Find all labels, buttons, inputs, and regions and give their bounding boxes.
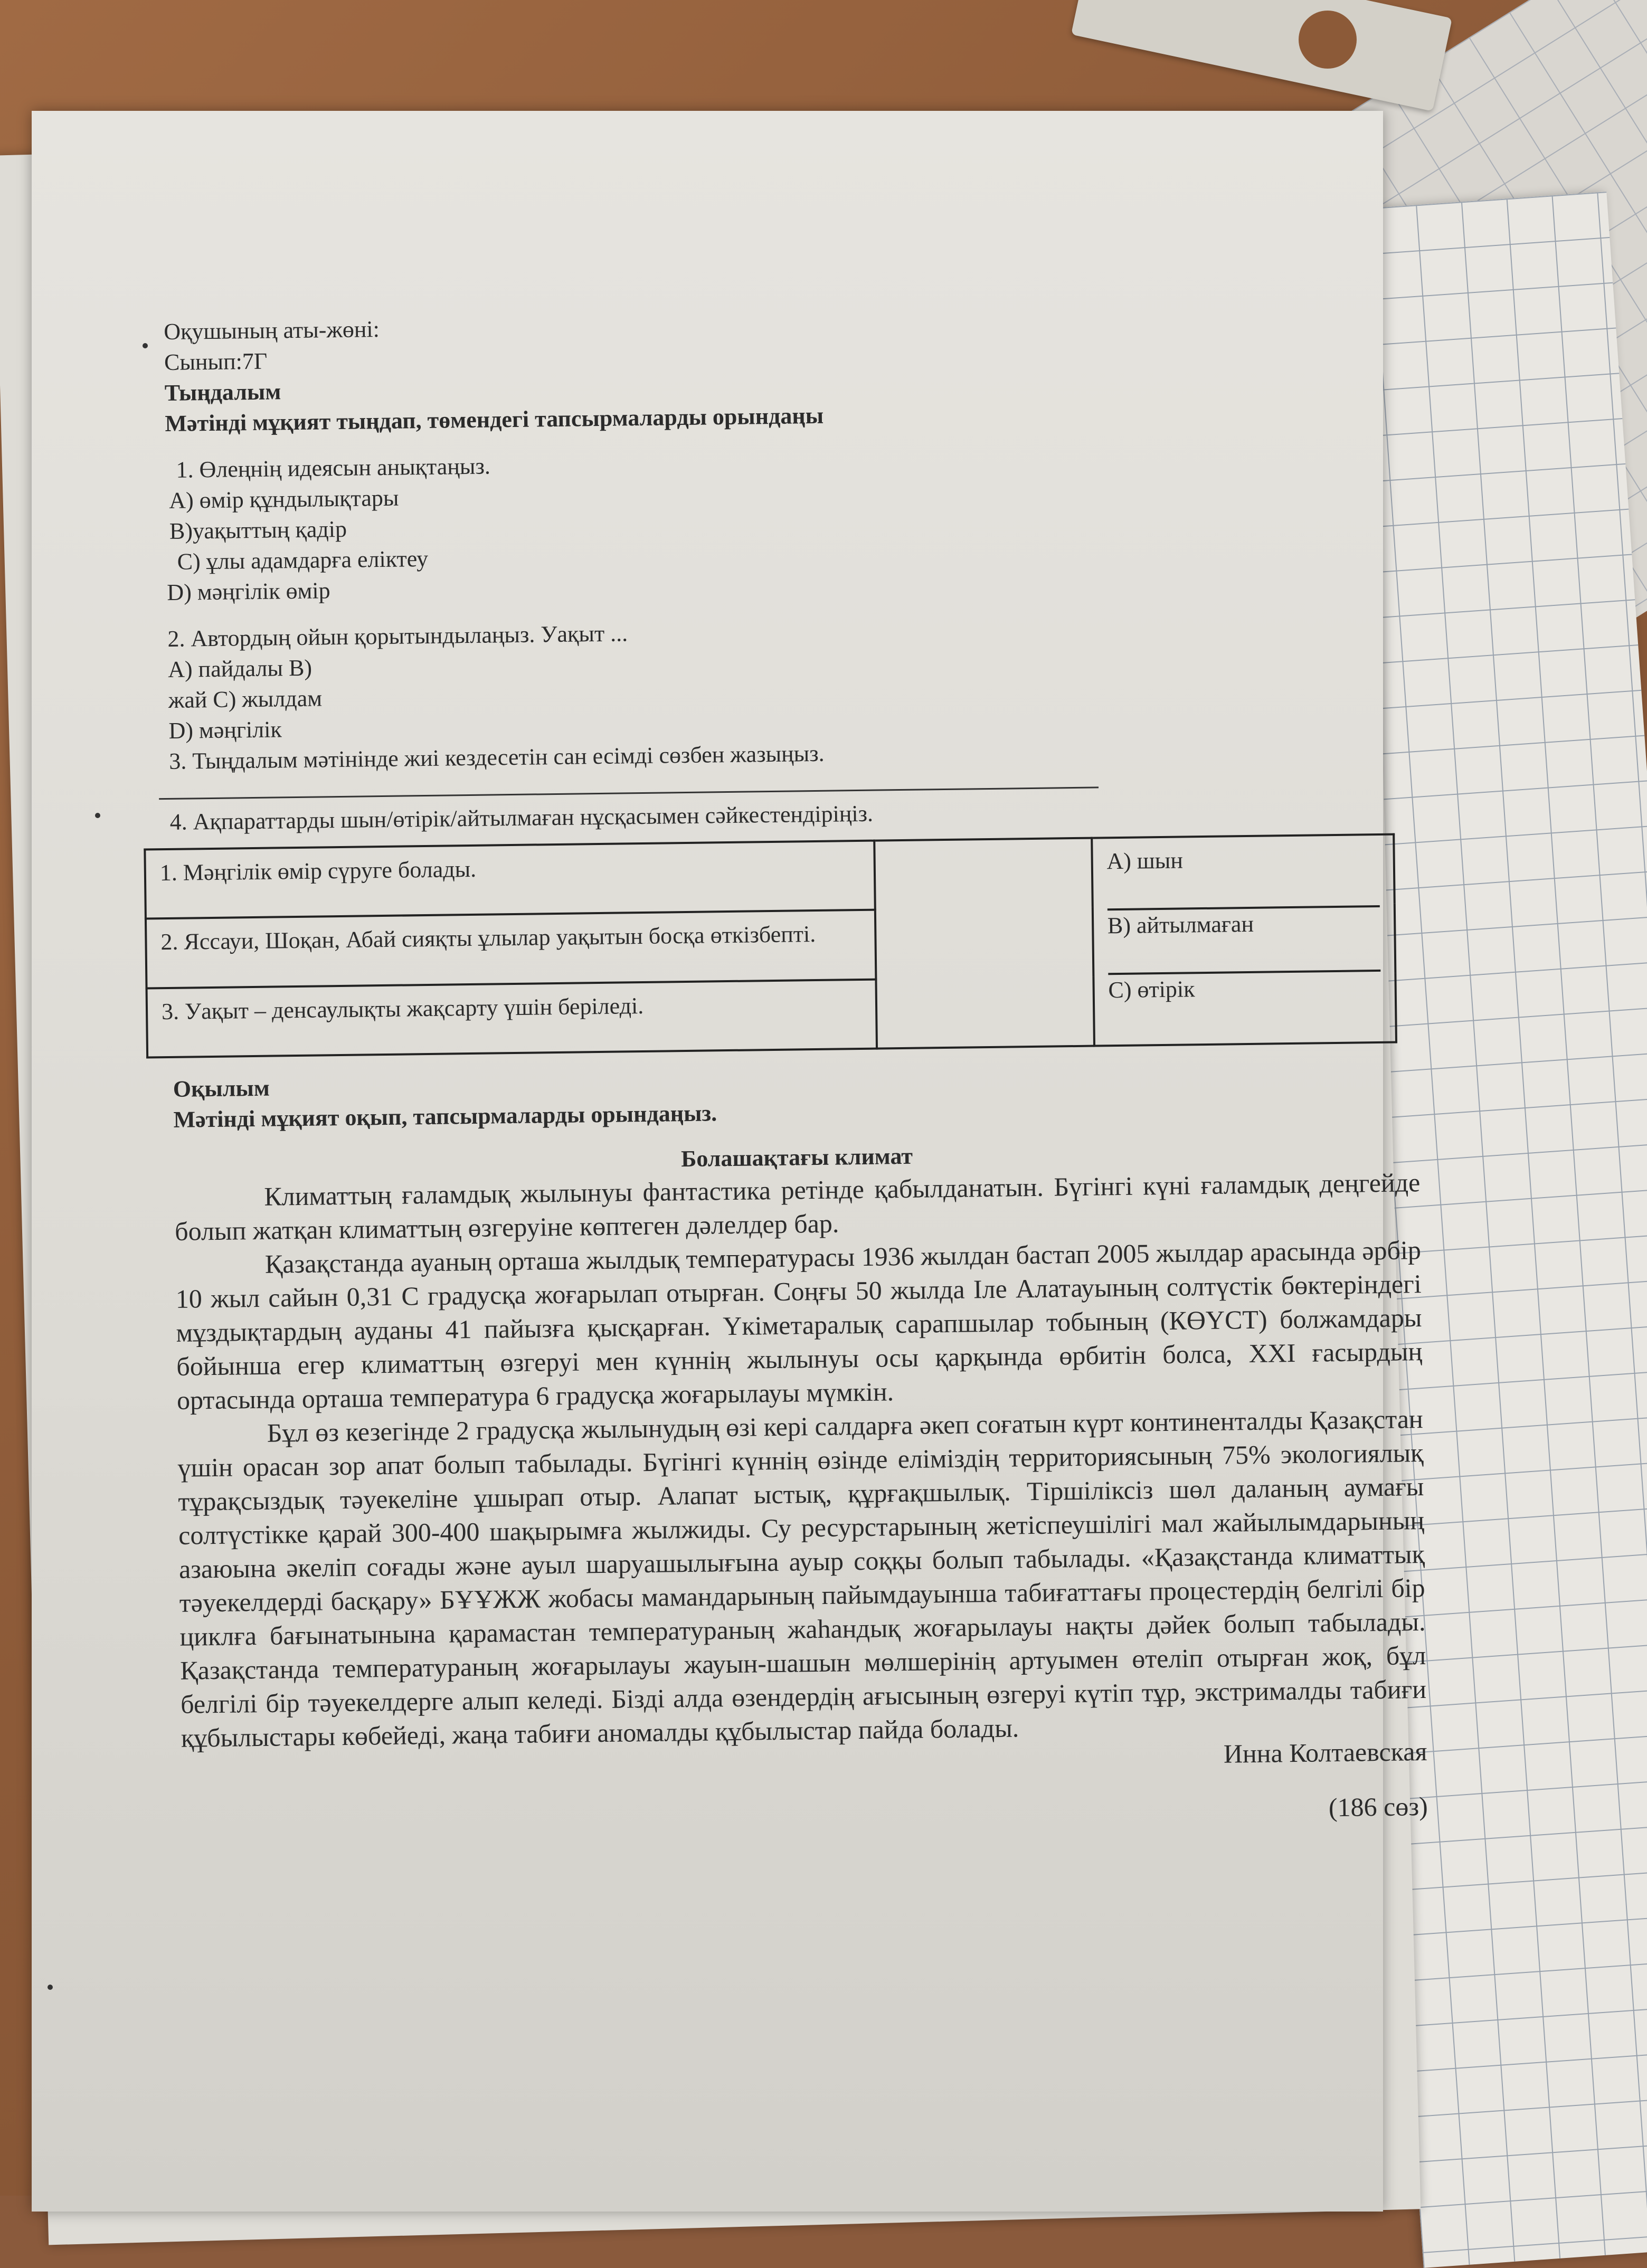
reading-paragraph-2: Қазақстанда ауаның орташа жылдық температурасы 1936 жылдан бастап 2005 жылдар арасында әрбір 10 жыл сайын 0,31 С градусқа жоғарылап отырған. Соңғы 50 жылда Іле Алатауының солтүстік бөктеріндегі мұздықтардың ауданы 41 пайызға қысқарған. Үкіметаралық сарапшылар тобының (КӨҮСТ) болжамдары бойынша егер климаттың өзгеруі мен күннің жылынуы осы қарқында өрбитін болса, XXI ғасырдың ортасында орташа температура 6 градусқа жоғарылауы мүмкін.: [175, 1235, 1423, 1415]
statement-1: 1. Мәңгілік өмір сүруге болады.: [145, 841, 875, 919]
matching-answer-cell[interactable]: [874, 838, 1094, 1049]
punch-mark: [143, 343, 148, 348]
q3-question: 3. Тыңдалым мәтінінде жиі кездесетін сан есімді сөзбен жазыңыз.: [168, 740, 825, 774]
ruler-hole: [1299, 11, 1357, 69]
answer-false: С) өтірік: [1108, 976, 1195, 1003]
q2-question: 2. Автордың ойын қорытындылаңыз. Уақыт ...: [167, 620, 628, 652]
answer-true: А) шын: [1106, 843, 1380, 910]
punch-mark: [95, 813, 100, 818]
punch-mark: [48, 1985, 53, 1990]
answer-options: [1092, 834, 1396, 1046]
q2-option-ab: А) пайдалы В): [167, 654, 313, 682]
reading-paragraph-3: Бұл өз кезегінде 2 градусқа жылынудың өзі кері салдарға әкеп соғатын күрт континенталды Қазақстан үшін орасан зор апат болып табылады. Бүгінгі күннің өзінде еліміздің территориясының 75% экологиялық тұрақсыздық тәуекеліне ұшырап отыр. Алапат ыстық, құрғақшылық. Тіршіліксіз шөл даланың аумағы солтүстікке қарай 300-400 шақырымға жылжиды. Су ресурстарының жетіспеушілігі мал жайылымдарының азаюына әкеліп соғады және ауыл шаруашылығына ауыр соққы болып табылады. «Қазақстанда климаттық тәуекелдерді басқару» БҰҰЖЖ жобасы мамандарының пайымдауынша табиғаттағы процестердің белгілі бір циклға бағынатынына қарамастан температураның жаһандық жоғарылауы нақты дәйек болып табылады. Қазақстанда температураның жоғарылауы жауын-шашын мөлшерінің артуымен өтеліп отырған жоқ, бұл белгілі бір тәуекелдерге алып келеді. Бізді алда өзендердің ағысының өзгеруі күтіп тұр, экстрималды табиғи құбылыстары көбейеді, жаңа табиғи аномалды құбылыстар пайда болады.: [177, 1404, 1427, 1753]
reading-title: Болашақтағы климат: [680, 1143, 913, 1172]
section-reading: Оқылым: [173, 1075, 270, 1102]
reading-instruction: Мәтінді мұқият оқып, тапсырмаларды орындаңыз.: [173, 1100, 717, 1133]
worksheet-content: [159, 301, 1428, 1865]
q2-option-d: D) мәңгілік: [168, 716, 282, 744]
student-name-label: Оқушының аты-жөні:: [164, 316, 380, 345]
class-label: Сынып:7Г: [164, 348, 268, 375]
q4-question: 4. Ақпараттарды шын/өтірік/айтылмаған нұсқасымен сәйкестендіріңіз.: [169, 800, 874, 835]
statement-3: 3. Уақыт – денсаулықты жақсарту үшін беріледі.: [147, 979, 877, 1057]
author-name: Инна Колтаевская: [1223, 1736, 1427, 1769]
q1-question: 1. Өлеңнің идеясын анықтаңыз.: [176, 453, 491, 483]
statement-2: 2. Яссауи, Шоқан, Абай сияқты ұлылар уақытын босқа өткізбепті.: [146, 910, 876, 988]
q1-option-c: С) ұлы адамдарға еліктеу: [177, 545, 429, 575]
reading-paragraph-1: Климаттың ғаламдық жылынуы фантастика ретінде қабылданатын. Бүгінгі күні ғаламдық деңгейде болып жатқан климаттың өзгеруіне көптеген дәлелдер бар.: [174, 1168, 1421, 1246]
word-count: (186 сөз): [1328, 1791, 1428, 1823]
q1-option-b: В)уақыттың қадір: [169, 516, 347, 544]
listening-instruction: Мәтінді мұқият тыңдап, төмендегі тапсырмаларды орындаңы: [165, 402, 824, 436]
q1-option-a: А) өмір құндылықтары: [168, 485, 399, 514]
section-listening: Тыңдалым: [164, 378, 281, 406]
answer-not-stated: В) айтылмаған: [1108, 907, 1381, 975]
matching-table: [144, 833, 1397, 1059]
q1-option-d: D) мәңгілік өмір: [167, 577, 330, 605]
q2-option-bc: жай С) жылдам: [168, 685, 323, 713]
